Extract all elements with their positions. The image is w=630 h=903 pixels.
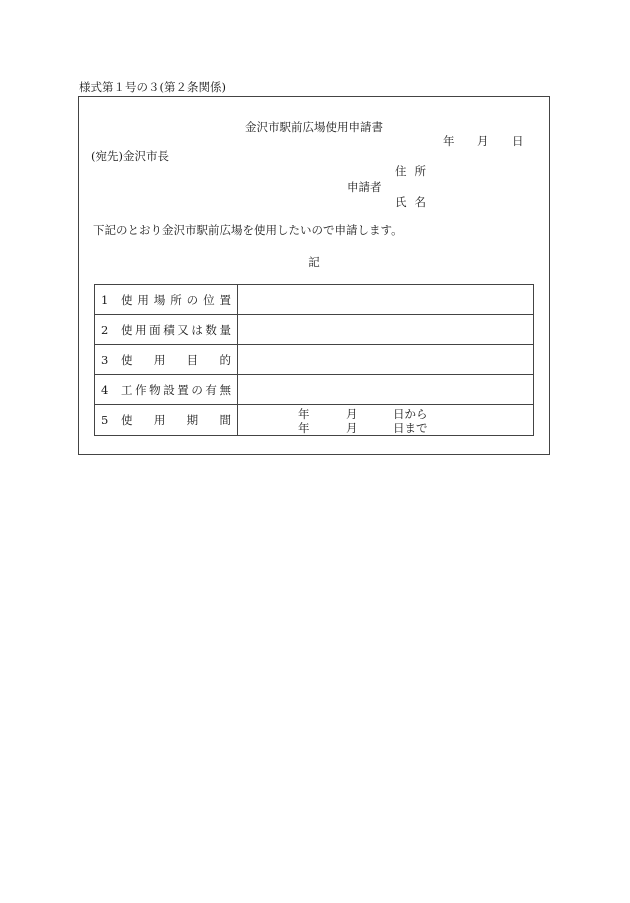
table-row <box>95 285 534 315</box>
table-row <box>95 405 534 436</box>
period-from-month: 月 <box>346 407 358 421</box>
application-form-frame <box>78 96 550 455</box>
items-table <box>94 284 534 436</box>
period-to-year: 年 <box>298 421 310 435</box>
structure-field[interactable] <box>238 375 534 405</box>
period-from-year: 年 <box>298 407 310 421</box>
item-number: 3 <box>101 352 109 367</box>
recipient: (宛先)金沢市長 <box>91 149 169 163</box>
form-number: 様式第１号の３(第２条関係) <box>79 80 226 94</box>
item-label-location: 使用場所の位置 <box>121 292 231 307</box>
date-year-label: 年 <box>443 134 455 148</box>
item-label-purpose: 使用目的 <box>121 352 231 367</box>
area-field[interactable] <box>238 315 534 345</box>
item-number: 5 <box>101 413 109 427</box>
period-to-day: 日まで <box>393 421 428 435</box>
period-from-day: 日から <box>393 407 428 421</box>
item-number: 4 <box>101 382 109 397</box>
name-label: 氏名 <box>395 195 434 209</box>
item-label-structure: 工作物設置の有無 <box>121 382 231 397</box>
purpose-field[interactable] <box>238 345 534 375</box>
table-row <box>95 375 534 405</box>
ki-heading: 記 <box>308 255 320 269</box>
address-label: 住所 <box>395 164 434 178</box>
item-number: 1 <box>101 292 109 307</box>
period-field[interactable] <box>238 405 534 436</box>
table-row <box>95 345 534 375</box>
item-label-period: 使用期間 <box>121 413 231 427</box>
item-number: 2 <box>101 322 109 337</box>
request-statement: 下記のとおり金沢市駅前広場を使用したいので申請します。 <box>93 223 403 237</box>
period-to-month: 月 <box>346 421 358 435</box>
location-field[interactable] <box>238 285 534 315</box>
applicant-label: 申請者 <box>347 180 382 194</box>
form-title: 金沢市駅前広場使用申請書 <box>245 120 383 134</box>
date-month-label: 月 <box>477 134 489 148</box>
table-row <box>95 315 534 345</box>
item-label-area: 使用面積又は数量 <box>121 322 231 337</box>
date-day-label: 日 <box>512 134 524 148</box>
